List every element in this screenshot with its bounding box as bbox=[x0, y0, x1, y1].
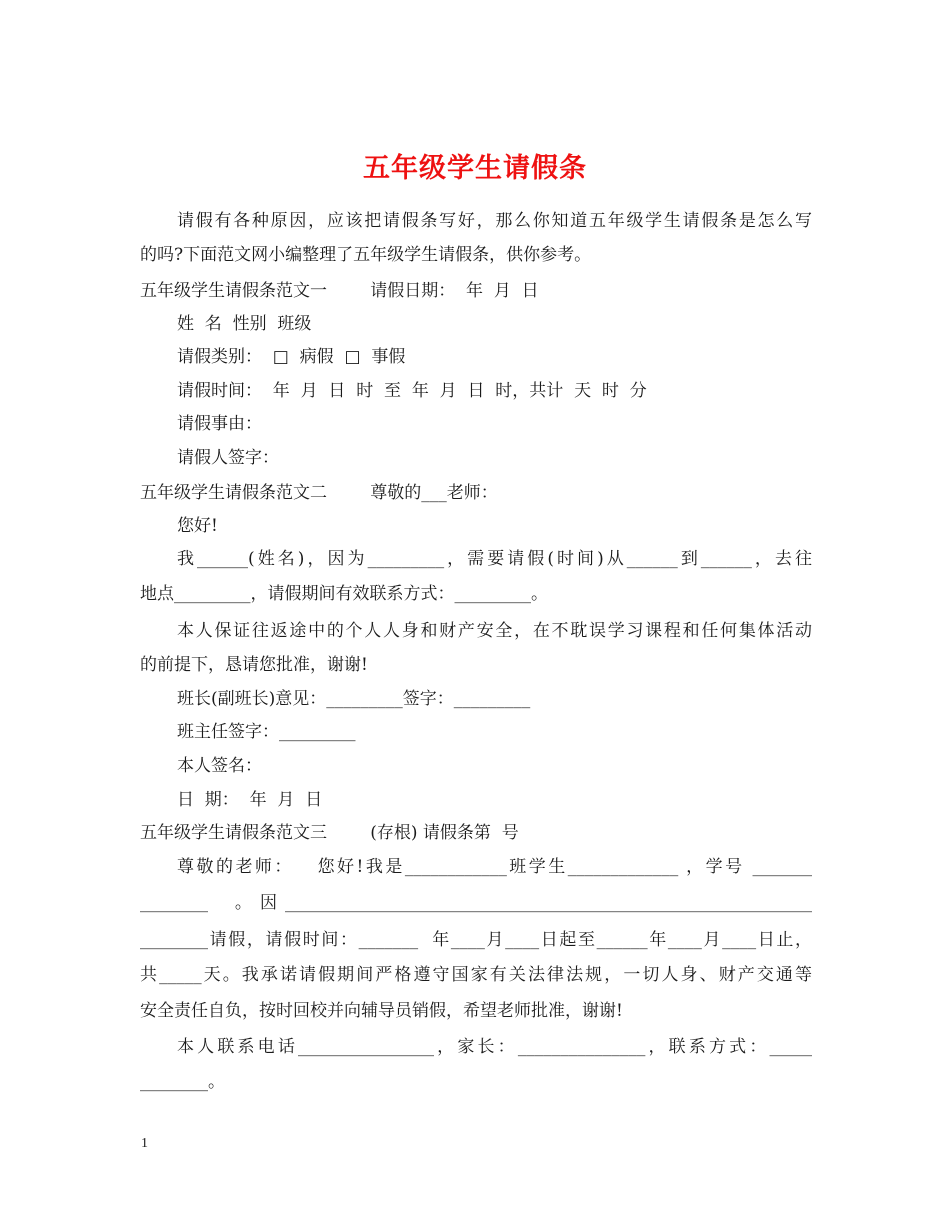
sample-1-signature: 请假人签字： bbox=[177, 448, 279, 468]
sample-3-contact-end: ________。 bbox=[140, 1072, 225, 1092]
sample-2-body-2: 地点_________，请假期间有效联系方式：_________。 bbox=[140, 584, 548, 604]
sample-2-body-3: 本人保证往返途中的个人人身和财产安全，在不耽误学习课程和任何集体活动 bbox=[177, 621, 812, 641]
intro-line-1: 请假有各种原因，应该把请假条写好，那么你知道五年级学生请假条是怎么写 bbox=[177, 211, 812, 231]
sample-3-body-3: ________请假，请假时间：_______ 年____月____日起至______年____月____日止， bbox=[140, 930, 812, 950]
sample-1-leave-time: 请假时间： 年 月 日 时 至 年 月 日 时，共计 天 时 分 bbox=[177, 381, 647, 401]
sample-2-greeting: 您好! bbox=[177, 516, 218, 536]
sample-1-name-line: 姓 名 性别 班级 bbox=[177, 314, 312, 334]
sample-3-body-2: ________ 。因______________________________________________________________ bbox=[140, 893, 812, 913]
document-title: 五年级学生请假条 bbox=[363, 153, 587, 185]
sample-3-body-4: 共_____天。我承诺请假期间严格遵守国家有关法律法规，一切人身、财产交通等 bbox=[140, 965, 812, 985]
sample-1-leave-type: 请假类别： □ 病假 □ 事假 bbox=[177, 347, 406, 367]
sample-2-teacher-signature: 班主任签字：_________ bbox=[177, 722, 356, 742]
sample-2-self-signature: 本人签名： bbox=[177, 756, 262, 776]
sample-3-body-1: 尊敬的老师： 您好!我是____________班学生_____________ ，学号 _______ bbox=[177, 857, 812, 877]
page-number: 1 bbox=[141, 1136, 148, 1151]
sample-2-body-1: 我______(姓名)，因为_________，需要请假(时间)从______到______，去往 bbox=[177, 549, 812, 569]
sample-3-contact: 本人联系电话________________，家长：_______________，联系方式：_____ bbox=[177, 1037, 812, 1057]
sample-2-body-4: 的前提下，恳请您批准，谢谢! bbox=[140, 655, 368, 675]
sample-3-body-5: 安全责任自负，按时回校并向辅导员销假，希望老师批准，谢谢! bbox=[140, 1001, 623, 1021]
sample-1-reason: 请假事由： bbox=[177, 414, 262, 434]
sample-2-heading: 五年级学生请假条范文二 尊敬的___老师： bbox=[140, 483, 498, 503]
sample-2-date: 日 期： 年 月 日 bbox=[177, 790, 323, 810]
sample-1-heading: 五年级学生请假条范文一 请假日期： 年 月 日 bbox=[140, 281, 539, 301]
intro-line-2: 的吗?下面范文网小编整理了五年级学生请假条，供你参考。 bbox=[140, 245, 592, 265]
sample-2-monitor-opinion: 班长(副班长)意见：_________签字：_________ bbox=[177, 689, 531, 709]
sample-3-heading: 五年级学生请假条范文三 (存根) 请假条第 号 bbox=[140, 823, 519, 843]
